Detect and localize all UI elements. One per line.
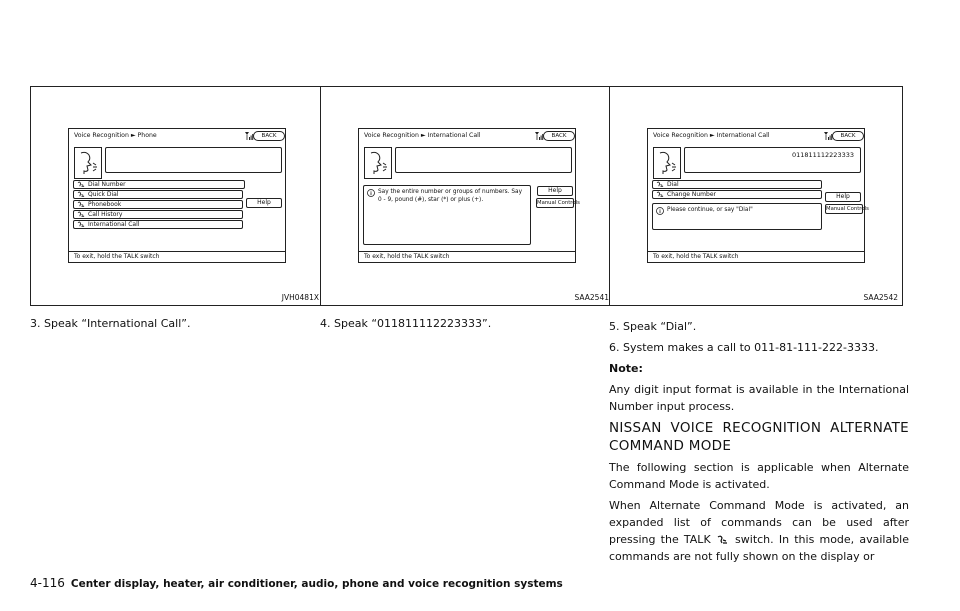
screen-footer: To exit, hold the TALK switch: [648, 251, 864, 262]
menu-item-change-number[interactable]: Change Number: [652, 190, 822, 199]
screenshot-panel-phone: [30, 86, 324, 306]
menu-item-call-history[interactable]: Call History: [73, 210, 243, 219]
screen-header: Voice Recognition ► International Call: [364, 132, 481, 139]
menu-item-dial-number[interactable]: Dial Number: [73, 180, 245, 189]
help-button[interactable]: Help: [537, 186, 573, 196]
screenshot-panel-international-call: [320, 86, 614, 306]
figure-code: JVH0481X: [281, 293, 319, 302]
caption-step-4: 4. Speak “011811112223333”.: [320, 317, 492, 330]
input-display: [105, 147, 282, 173]
info-icon: [656, 207, 664, 215]
voice-recognition-screen: [647, 128, 869, 263]
voice-face-icon: [74, 147, 102, 179]
screen-footer: To exit, hold the TALK switch: [359, 251, 575, 262]
voice-command-icon: [77, 201, 86, 208]
back-button[interactable]: BACK: [253, 131, 285, 141]
screen-header: Voice Recognition ► International Call: [653, 132, 770, 139]
step-5: 5. Speak “Dial”.: [609, 320, 697, 333]
note-title: Note:: [609, 362, 643, 375]
menu-item-phonebook[interactable]: Phonebook: [73, 200, 243, 209]
note-text: Any digit input format is available in the International Number input process.: [609, 383, 909, 413]
voice-recognition-screen: [358, 128, 580, 263]
page-number: 4-116: [30, 576, 65, 590]
paragraph-1: The following section is applicable when Alternate Command Mode is activated.: [609, 461, 909, 491]
voice-command-icon: [77, 221, 86, 228]
voice-command-icon: [77, 181, 86, 188]
paragraph-2-part-a: When Alternate Command Mode is activated, an expanded list of commands can be used after pressing the TALK: [609, 499, 909, 546]
manual-controls-button[interactable]: Manual Controls: [826, 206, 869, 212]
menu-item-dial[interactable]: Dial: [652, 180, 822, 189]
voice-command-icon: [656, 181, 665, 188]
instructions-column: [609, 318, 909, 565]
voice-face-icon: [364, 147, 392, 179]
help-button[interactable]: Help: [825, 192, 861, 202]
menu-item-quick-dial[interactable]: Quick Dial: [73, 190, 243, 199]
voice-command-icon: [77, 211, 86, 218]
screenshot-panel-dial: [609, 86, 903, 306]
help-button[interactable]: Help: [246, 198, 282, 208]
back-button[interactable]: BACK: [543, 131, 575, 141]
voice-command-icon: [656, 191, 665, 198]
prompt-message: Say the entire number or groups of numbers. Say 0 - 9, pound (#), star (*) or plus (+).: [363, 185, 531, 245]
chapter-title: Center display, heater, air conditioner, audio, phone and voice recognition systems: [70, 578, 563, 590]
talk-switch-icon: [716, 535, 730, 546]
page-footer: [30, 576, 563, 590]
voice-face-icon: [653, 147, 681, 179]
back-button[interactable]: BACK: [832, 131, 864, 141]
figure-code: SAA2542: [863, 293, 898, 302]
figure-code: SAA2541: [574, 293, 609, 302]
section-title: NISSAN VOICE RECOGNITION ALTERNATE COMMAND MODE: [609, 420, 909, 454]
prompt-message: Please continue, or say "Dial": [652, 203, 822, 230]
info-icon: [367, 189, 375, 197]
voice-command-icon: [77, 191, 86, 198]
number-display: 011811112223333: [684, 147, 861, 173]
step-6: 6. System makes a call to 011-81-111-222-3333.: [609, 341, 879, 354]
menu-item-international-call[interactable]: International Call: [73, 220, 243, 229]
input-display: [395, 147, 572, 173]
screen-header: Voice Recognition ► Phone: [74, 132, 157, 139]
paragraph-2: [609, 497, 909, 565]
screen-footer: To exit, hold the TALK switch: [69, 251, 285, 262]
voice-recognition-screen: [68, 128, 286, 263]
manual-controls-button[interactable]: Manual Controls: [537, 200, 580, 206]
caption-step-3: 3. Speak “International Call”.: [30, 317, 191, 330]
paragraph-2-part-b: switch. In this mode, available commands are not fully shown on the display or: [609, 533, 910, 563]
